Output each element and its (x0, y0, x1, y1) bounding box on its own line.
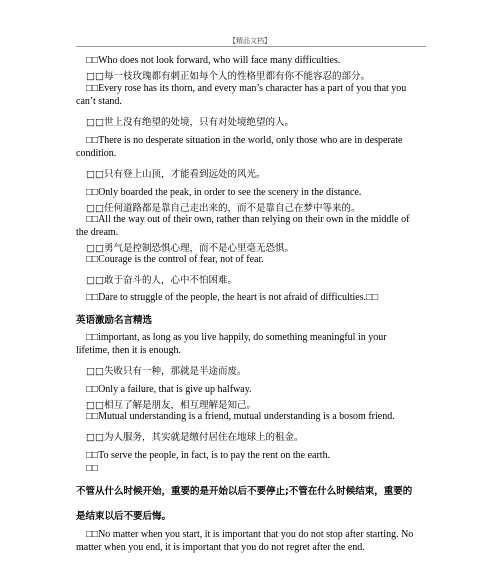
text-line: □□ (86, 463, 99, 474)
text-line: □□No matter when you start, it is important that you do not stop after starting. No (86, 529, 414, 540)
text-line: □□为人服务，其实就是缴付居住在地球上的租金。 (86, 432, 304, 443)
text-line: □□每一枝玫瑰都有刺正如每个人的性格里都有你不能容忍的部分。 (86, 71, 370, 82)
text-line: □□Dare to struggle of the people, the heart is not afraid of difficulties.□□ (86, 292, 379, 303)
text-line: □□There is no desperate situation in the world, only those who are in desperate (86, 135, 403, 146)
text-line: □□只有登上山顶，才能看到远处的风光。 (86, 169, 266, 180)
text-line: □□Courage is the control of fear, not of fear. (86, 254, 264, 265)
text-line: matter when you end, it is important that you do not regret after the end. (76, 542, 365, 553)
text-line: □□失败只有一种，那就是半途而废。 (86, 366, 247, 377)
document-header: 【精品文档】 (229, 37, 271, 45)
text-line: lifetime, then it is enough. (76, 345, 181, 356)
text-line: □□Mutual understanding is a friend, mutual understanding is a bosom friend. (86, 411, 395, 422)
text-line: □□任何道路都是靠自己走出来的，而不是靠自己在梦中等来的。 (86, 203, 361, 214)
text-line: □□Every rose has its thorn, and every man’s character has a part of you that you (86, 83, 407, 94)
text-line: the dream. (76, 227, 119, 238)
text-line: □□Only a failure, that is give up halfway. (86, 384, 252, 395)
text-line: □□Who does not look forward, who will face many difficulties. (86, 55, 341, 66)
text-line: □□相互了解是朋友，相互理解是知己。 (86, 400, 256, 411)
text-line: □□important, as long as you live happily, do something meaningful in your (86, 332, 387, 343)
text-line: 英语激励名言精选 (76, 315, 153, 326)
text-line: □□All the way out of their own, rather than relying on their own in the middle of (86, 214, 410, 225)
text-line: condition. (76, 148, 117, 159)
text-line: 是结束以后不要后悔。 (76, 511, 172, 522)
header-rule (76, 46, 426, 47)
text-line: □□To serve the people, in fact, is to pay the rent on the earth. (86, 450, 331, 461)
text-line: can’t stand. (76, 96, 122, 107)
text-line: □□世上没有绝望的处境，只有对处境绝望的人。 (86, 117, 294, 128)
text-line: □□敢于奋斗的人，心中不怕困难。 (86, 275, 237, 286)
text-line: 不管从什么时候开始，重要的是开始以后不要停止;不管在什么时候结束，重要的 (76, 486, 413, 497)
text-line: □□勇气是控制恐惧心理，而不是心里毫无恐惧。 (86, 243, 294, 254)
text-line: □□Only boarded the peak, in order to see the scenery in the distance. (86, 187, 362, 198)
